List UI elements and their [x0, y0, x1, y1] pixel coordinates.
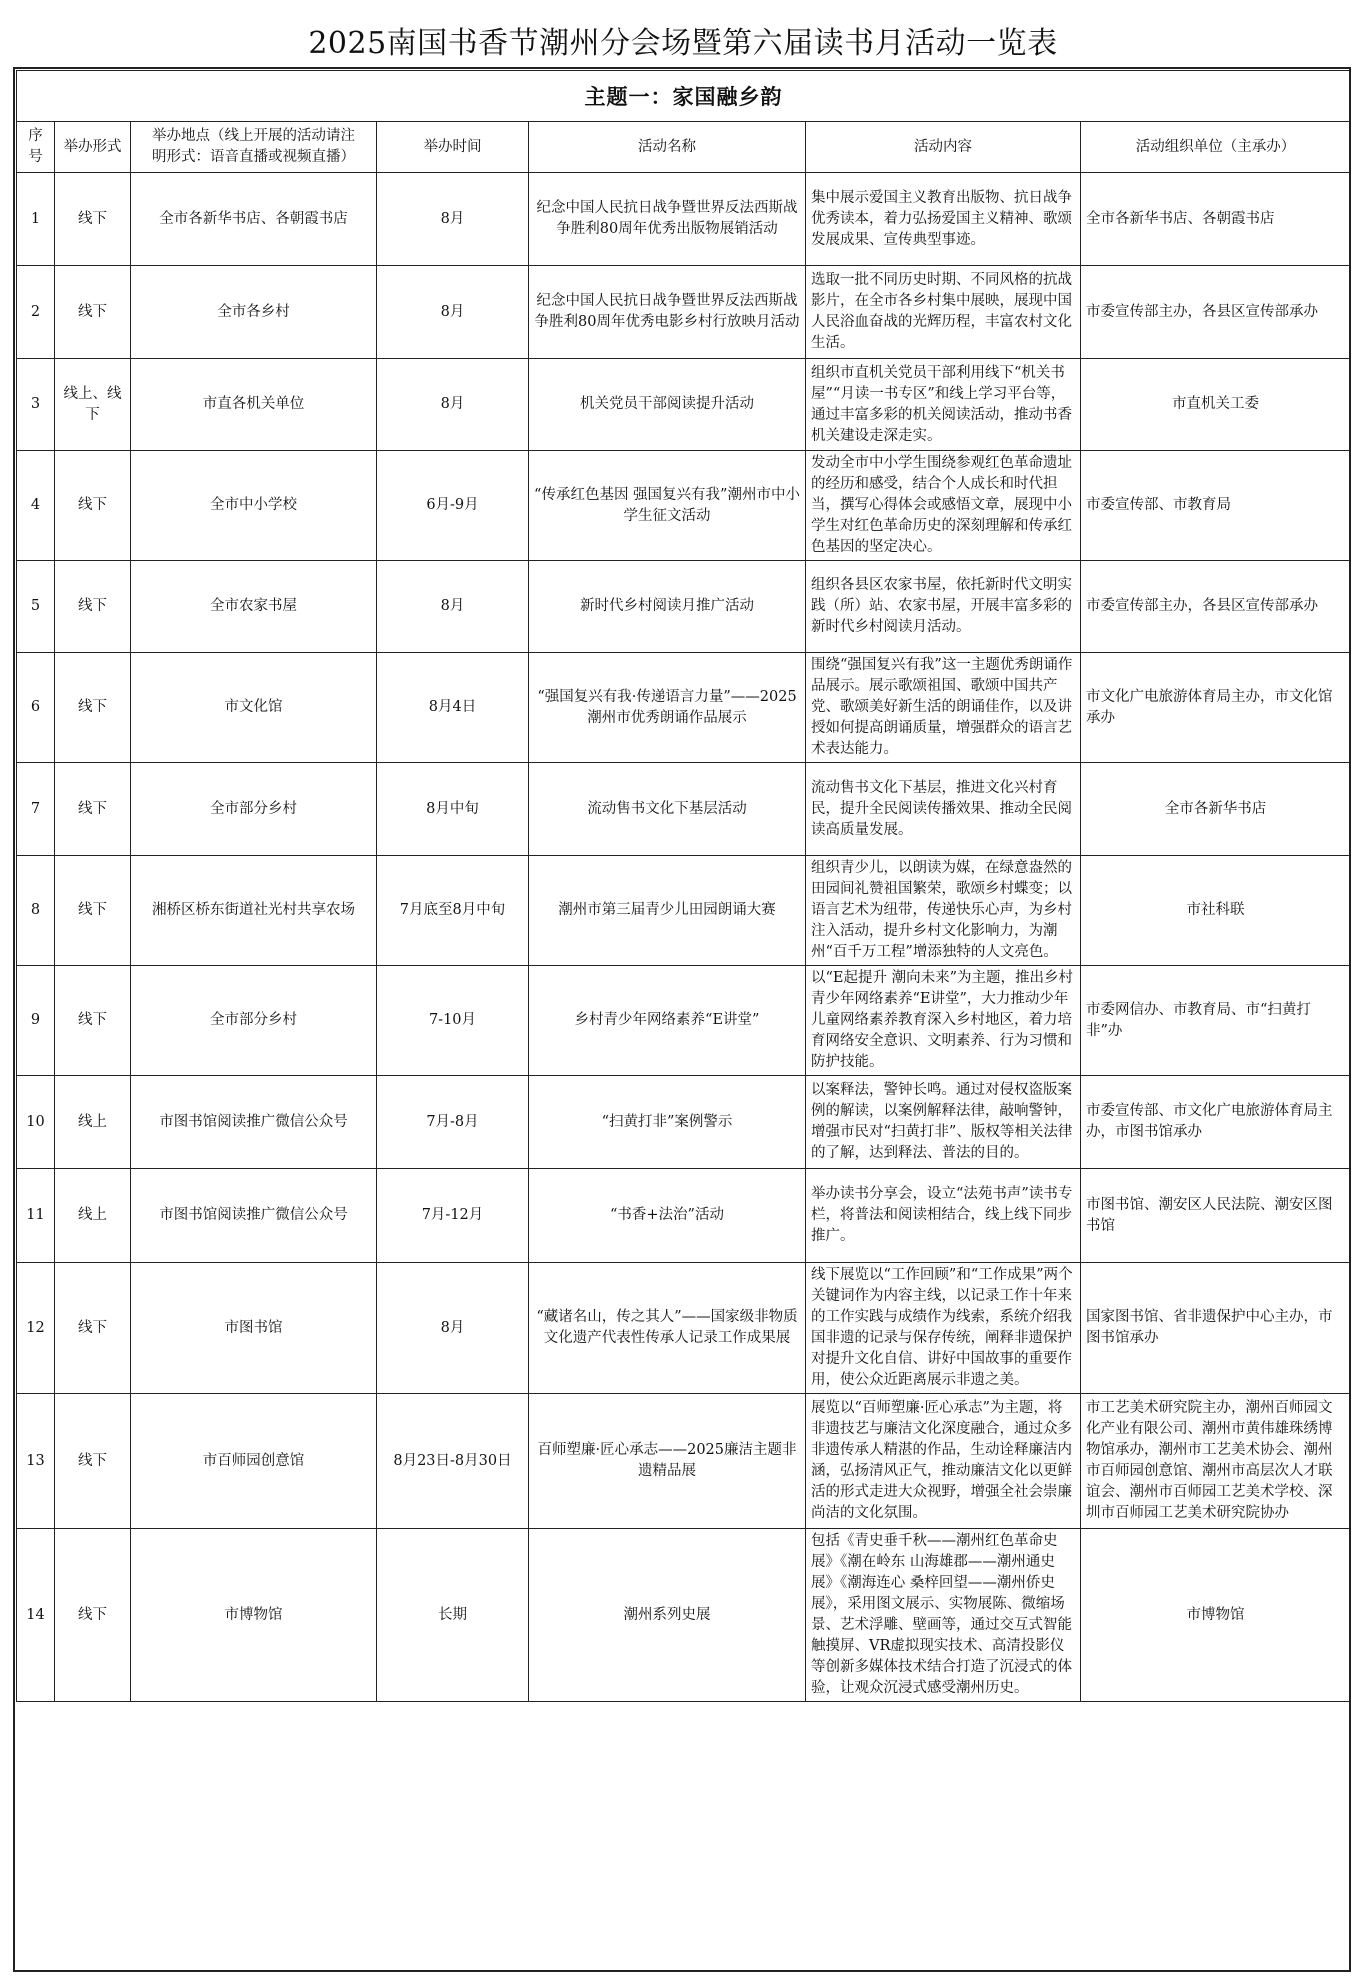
cell-name: 潮州市第三届青少儿田园朗诵大赛	[529, 856, 806, 966]
cell-content: 以“E起提升 潮向未来”为主题，推出乡村青少年网络素养“E讲堂”，大力推动少年儿童网络素养教育深入乡村地区，着力培育网络安全意识、文明素养、行为习惯和防护技能。	[806, 966, 1081, 1076]
table-row	[17, 561, 1351, 653]
cell-time: 8月	[377, 359, 529, 451]
cell-name: 纪念中国人民抗日战争暨世界反法西斯战争胜利80周年优秀出版物展销活动	[529, 173, 806, 266]
header-seq: 序号	[17, 122, 55, 173]
cell-form: 线下	[55, 173, 131, 266]
cell-content: 集中展示爱国主义教育出版物、抗日战争优秀读本，着力弘扬爱国主义精神、歌颂发展成果、宣传典型事迹。	[806, 173, 1081, 266]
cell-form: 线下	[55, 653, 131, 763]
cell-place: 全市各乡村	[131, 266, 377, 359]
cell-content: 流动售书文化下基层，推进文化兴村育民，提升全民阅读传播效果、推动全民阅读高质量发展。	[806, 763, 1081, 856]
cell-org: 市文化广电旅游体育局主办，市文化馆承办	[1081, 653, 1351, 763]
table-row	[17, 966, 1351, 1076]
cell-time: 6月-9月	[377, 451, 529, 561]
cell-form: 线下	[55, 561, 131, 653]
cell-time: 8月	[377, 266, 529, 359]
theme-heading: 主题一：家国融乡韵	[17, 71, 1351, 122]
cell-org: 市工艺美术研究院主办，潮州百师园文化产业有限公司、潮州市黄伟雄珠绣博物馆承办，潮州市工艺美术协会、潮州市百师园创意馆、潮州市高层次人才联谊会、潮州市百师园工艺美术学校、深圳市百师园工艺美术研究院协办	[1081, 1394, 1351, 1529]
cell-form: 线下	[55, 1529, 131, 1702]
cell-form: 线下	[55, 451, 131, 561]
header-org: 活动组织单位（主承办）	[1081, 122, 1351, 173]
cell-name: “传承红色基因 强国复兴有我”潮州市中小学生征文活动	[529, 451, 806, 561]
cell-org: 市委宣传部主办，各县区宣传部承办	[1081, 561, 1351, 653]
cell-form: 线下	[55, 266, 131, 359]
cell-time: 7月-8月	[377, 1076, 529, 1169]
cell-org: 市直机关工委	[1081, 359, 1351, 451]
table-row	[17, 266, 1351, 359]
cell-org: 国家图书馆、省非遗保护中心主办，市图书馆承办	[1081, 1263, 1351, 1394]
header-content: 活动内容	[806, 122, 1081, 173]
cell-content: 选取一批不同历史时期、不同风格的抗战影片，在全市各乡村集中展映，展现中国人民浴血奋战的光辉历程，丰富农村文化生活。	[806, 266, 1081, 359]
cell-org: 市委宣传部主办，各县区宣传部承办	[1081, 266, 1351, 359]
cell-form: 线下	[55, 1263, 131, 1394]
cell-seq: 11	[17, 1169, 55, 1263]
cell-place: 市直各机关单位	[131, 359, 377, 451]
cell-form: 线上	[55, 1169, 131, 1263]
header-row	[17, 122, 1351, 173]
cell-content: 线下展览以“工作回顾”和“工作成果”两个关键词作为内容主线，以记录工作十年来的工作实践与成绩作为线索，系统介绍我国非遗的记录与保存传统，阐释非遗保护对提升文化自信、讲好中国故事的重要作用，使公众近距离展示非遗之美。	[806, 1263, 1081, 1394]
cell-name: 纪念中国人民抗日战争暨世界反法西斯战争胜利80周年优秀电影乡村行放映月活动	[529, 266, 806, 359]
header-name: 活动名称	[529, 122, 806, 173]
header-place-line1: 举办地点（线上开展的活动请注	[152, 128, 355, 144]
cell-form: 线下	[55, 856, 131, 966]
cell-seq: 9	[17, 966, 55, 1076]
cell-name: “书香+法治”活动	[529, 1169, 806, 1263]
cell-seq: 1	[17, 173, 55, 266]
activity-table	[16, 70, 1351, 1702]
cell-place: 全市中小学校	[131, 451, 377, 561]
cell-org: 市社科联	[1081, 856, 1351, 966]
cell-form: 线上、线下	[55, 359, 131, 451]
cell-time: 8月	[377, 1263, 529, 1394]
cell-name: 乡村青少年网络素养“E讲堂”	[529, 966, 806, 1076]
table-row	[17, 653, 1351, 763]
cell-name: “扫黄打非”案例警示	[529, 1076, 806, 1169]
header-time: 举办时间	[377, 122, 529, 173]
table-row	[17, 1169, 1351, 1263]
cell-content: 围绕“强国复兴有我”这一主题优秀朗诵作品展示。展示歌颂祖国、歌颂中国共产党、歌颂美好新生活的朗诵佳作，以及讲授如何提高朗诵质量，增强群众的语言艺术表达能力。	[806, 653, 1081, 763]
cell-content: 展览以“百师塑廉·匠心承志”为主题，将非遗技艺与廉洁文化深度融合，通过众多非遗传承人精湛的作品，生动诠释廉洁内涵，弘扬清风正气，推动廉洁文化以更鲜活的形式走进大众视野，增强全社会崇廉尚洁的文化氛围。	[806, 1394, 1081, 1529]
cell-name: 新时代乡村阅读月推广活动	[529, 561, 806, 653]
cell-form: 线下	[55, 763, 131, 856]
cell-name: “藏诸名山，传之其人”——国家级非物质文化遗产代表性传承人记录工作成果展	[529, 1263, 806, 1394]
cell-place: 市图书馆阅读推广微信公众号	[131, 1076, 377, 1169]
cell-time: 8月23日-8月30日	[377, 1394, 529, 1529]
cell-time: 8月	[377, 173, 529, 266]
cell-seq: 7	[17, 763, 55, 856]
cell-content: 包括《青史垂千秋——潮州红色革命史展》《潮在岭东 山海雄郡——潮州通史展》《潮海连心 桑梓回望——潮州侨史展》，采用图文展示、实物展陈、微缩场景、艺术浮雕、壁画等，通过交互式智能触摸屏、VR虚拟现实技术、高清投影仪等创新多媒体技术结合打造了沉浸式的体验，让观众沉浸式感受潮州历史。	[806, 1529, 1081, 1702]
cell-name: 流动售书文化下基层活动	[529, 763, 806, 856]
cell-place: 全市各新华书店、各朝霞书店	[131, 173, 377, 266]
cell-seq: 3	[17, 359, 55, 451]
cell-form: 线上	[55, 1076, 131, 1169]
cell-time: 8月	[377, 561, 529, 653]
cell-time: 8月4日	[377, 653, 529, 763]
cell-seq: 14	[17, 1529, 55, 1702]
table-row	[17, 763, 1351, 856]
cell-place: 湘桥区桥东街道社光村共享农场	[131, 856, 377, 966]
cell-place: 市博物馆	[131, 1529, 377, 1702]
cell-place: 市百师园创意馆	[131, 1394, 377, 1529]
cell-org: 市博物馆	[1081, 1529, 1351, 1702]
table-row	[17, 1394, 1351, 1529]
cell-form: 线下	[55, 1394, 131, 1529]
cell-seq: 10	[17, 1076, 55, 1169]
cell-place: 全市部分乡村	[131, 966, 377, 1076]
cell-org: 全市各新华书店	[1081, 763, 1351, 856]
cell-form: 线下	[55, 966, 131, 1076]
cell-org: 市委宣传部、市文化广电旅游体育局主办，市图书馆承办	[1081, 1076, 1351, 1169]
table-row	[17, 359, 1351, 451]
cell-org: 市委网信办、市教育局、市“扫黄打非”办	[1081, 966, 1351, 1076]
cell-time: 长期	[377, 1529, 529, 1702]
cell-place: 市文化馆	[131, 653, 377, 763]
cell-content: 以案释法，警钟长鸣。通过对侵权盗版案例的解读，以案例解释法律，敲响警钟，增强市民对“扫黄打非”、版权等相关法律的了解，达到释法、普法的目的。	[806, 1076, 1081, 1169]
cell-seq: 6	[17, 653, 55, 763]
table-row	[17, 1529, 1351, 1702]
cell-org: 市图书馆、潮安区人民法院、潮安区图书馆	[1081, 1169, 1351, 1263]
cell-seq: 5	[17, 561, 55, 653]
cell-name: 机关党员干部阅读提升活动	[529, 359, 806, 451]
table-row	[17, 451, 1351, 561]
cell-org: 全市各新华书店、各朝霞书店	[1081, 173, 1351, 266]
cell-seq: 4	[17, 451, 55, 561]
cell-name: 潮州系列史展	[529, 1529, 806, 1702]
cell-time: 8月中旬	[377, 763, 529, 856]
cell-seq: 2	[17, 266, 55, 359]
table-row	[17, 856, 1351, 966]
document-title: 2025南国书香节潮州分会场暨第六届读书月活动一览表	[308, 26, 1058, 61]
cell-place: 市图书馆	[131, 1263, 377, 1394]
table-row	[17, 1076, 1351, 1169]
cell-place: 市图书馆阅读推广微信公众号	[131, 1169, 377, 1263]
cell-content: 举办读书分享会，设立“法苑书声”读书专栏，将普法和阅读相结合，线上线下同步推广。	[806, 1169, 1081, 1263]
header-form: 举办形式	[55, 122, 131, 173]
cell-name: 百师塑廉·匠心承志——2025廉洁主题非遗精品展	[529, 1394, 806, 1529]
cell-seq: 12	[17, 1263, 55, 1394]
cell-time: 7-10月	[377, 966, 529, 1076]
cell-seq: 8	[17, 856, 55, 966]
cell-seq: 13	[17, 1394, 55, 1529]
cell-time: 7月底至8月中旬	[377, 856, 529, 966]
cell-place: 全市部分乡村	[131, 763, 377, 856]
table-row	[17, 1263, 1351, 1394]
table-row	[17, 173, 1351, 266]
header-place	[131, 122, 377, 173]
cell-content: 组织青少儿，以朗读为媒，在绿意盎然的田园间礼赞祖国繁荣，歌颂乡村蝶变；以语言艺术为纽带，传递快乐心声，为乡村注入活动，提升乡村文化影响力，为潮州“百千万工程”增添独特的人文亮色。	[806, 856, 1081, 966]
cell-content: 组织市直机关党员干部利用线下“机关书屋”“月读一书专区”和线上学习平台等，通过丰富多彩的机关阅读活动，推动书香机关建设走深走实。	[806, 359, 1081, 451]
header-place-line2: 明形式：语音直播或视频直播）	[152, 149, 355, 165]
cell-content: 组织各县区农家书屋，依托新时代文明实践（所）站、农家书屋，开展丰富多彩的新时代乡村阅读月活动。	[806, 561, 1081, 653]
cell-time: 7月-12月	[377, 1169, 529, 1263]
cell-place: 全市农家书屋	[131, 561, 377, 653]
cell-content: 发动全市中小学生围绕参观红色革命遗址的经历和感受，结合个人成长和时代担当，撰写心得体会或感悟文章，展现中小学生对红色革命历史的深刻理解和传承红色基因的坚定决心。	[806, 451, 1081, 561]
cell-name: “强国复兴有我·传递语言力量”——2025潮州市优秀朗诵作品展示	[529, 653, 806, 763]
cell-org: 市委宣传部、市教育局	[1081, 451, 1351, 561]
